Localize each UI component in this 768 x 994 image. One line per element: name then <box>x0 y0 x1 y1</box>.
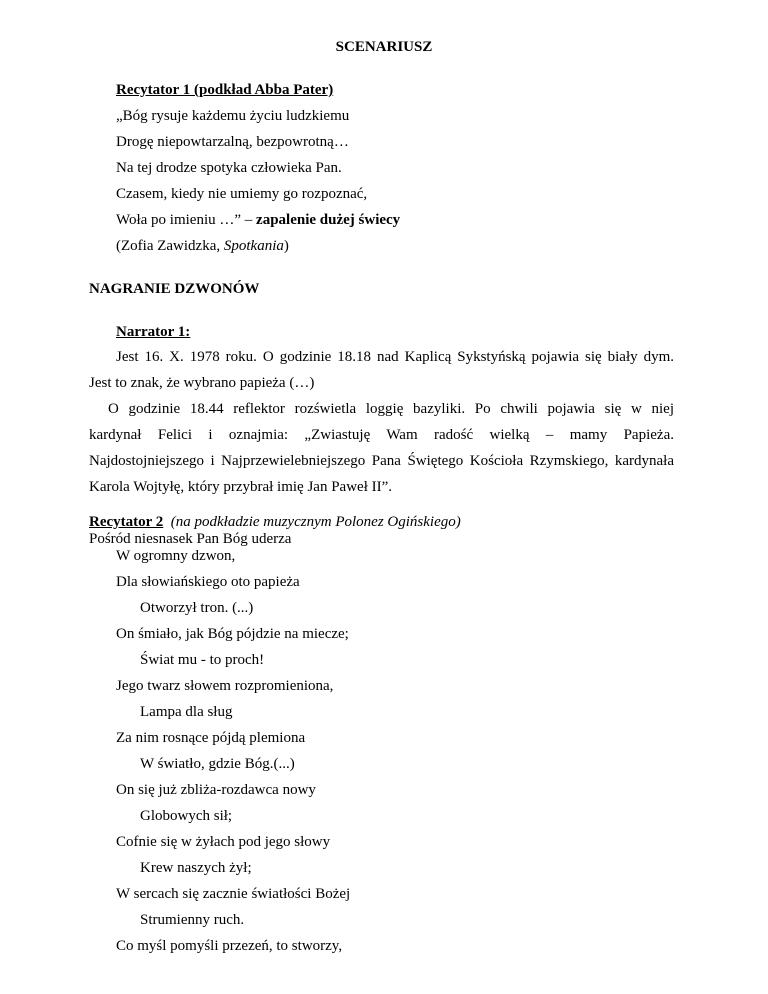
paragraph-text: O godzinie 18.44 reflektor rozświetla loggię bazyliki. Po chwili pojawia się w niej <box>108 401 674 417</box>
poem-line-text: Woła po imieniu …” – <box>116 212 257 228</box>
poem-line: Pośród niesnasek Pan Bóg uderza <box>89 531 292 547</box>
recitator-2-heading-line <box>89 513 461 531</box>
poem-line: Drogę niepowtarzalną, bezpowrotną… <box>116 134 349 150</box>
recitator-2-note: (na podkładzie muzycznym Polonez Ogińskiego) <box>170 514 461 530</box>
poem-line: W ogromny dzwon, <box>116 548 236 564</box>
poem-line: „Bóg rysuje każdemu życiu ludzkiemu <box>116 108 350 124</box>
citation-title: Spotkania <box>223 238 284 254</box>
paragraph-text: Jest 16. X. 1978 roku. O godzinie 18.18 nad Kaplicą Sykstyńską pojawia się biały dym. <box>116 349 674 365</box>
poem-line: Jego twarz słowem rozpromieniona, <box>116 678 334 694</box>
bells-heading: NAGRANIE DZWONÓW <box>89 281 260 297</box>
citation-close: ) <box>283 238 289 254</box>
poem-line: W światło, gdzie Bóg.(...) <box>140 756 295 772</box>
narrator-paragraph-2-line: Najdostojniejszego i Najprzewielebniejszego Pana Świętego Kościoła Rzymskiego, kardynała <box>89 453 674 469</box>
poem-line: W sercach się zacznie światłości Bożej <box>116 886 351 902</box>
narrator-paragraph-1-line <box>89 348 674 366</box>
poem-line: Otworzył tron. (...) <box>140 600 254 616</box>
document-title: SCENARIUSZ <box>335 39 433 55</box>
poem-line: Czasem, kiedy nie umiemy go rozpoznać, <box>116 186 368 202</box>
poem-line: Lampa dla sług <box>140 704 233 720</box>
citation <box>116 237 289 255</box>
poem-line: Świat mu - to proch! <box>140 652 265 668</box>
poem-line: On śmiało, jak Bóg pójdzie na miecze; <box>116 626 349 642</box>
poem-line: Dla słowiańskiego oto papieża <box>116 574 300 590</box>
poem-line: Za nim rosnące pójdą plemiona <box>116 730 306 746</box>
poem-line: On się już zbliża-rozdawca nowy <box>116 782 316 798</box>
poem-line: Cofnie się w żyłach pod jego słowy <box>116 834 331 850</box>
narrator-paragraph-2-line: Karola Wojtyłę, który przybrał imię Jan Paweł II”. <box>89 479 393 495</box>
narrator-paragraph-1-line: Jest to znak, że wybrano papieża (…) <box>89 375 315 391</box>
poem-line: Strumienny ruch. <box>140 912 245 928</box>
poem-line: Co myśl pomyśli przezeń, to stworzy, <box>116 938 343 954</box>
narrator-heading: Narrator 1: <box>116 324 191 340</box>
recitator-1-heading: Recytator 1 (podkład Abba Pater) <box>116 82 334 98</box>
poem-line: Globowych sił; <box>140 808 233 824</box>
stage-instruction: zapalenie dużej świecy <box>256 212 401 228</box>
recitator-2-heading: Recytator 2 <box>89 514 164 530</box>
poem-line-with-instruction <box>116 211 400 229</box>
poem-line: Na tej drodze spotyka człowieka Pan. <box>116 160 342 176</box>
poem-line: Krew naszych żył; <box>140 860 252 876</box>
narrator-paragraph-2-line: kardynał Felici i oznajmia: „Zwiastuję Wam radość wielką – mamy Papieża. <box>89 427 674 443</box>
citation-author: (Zofia Zawidzka, <box>116 238 224 254</box>
narrator-paragraph-2-line <box>89 400 674 418</box>
